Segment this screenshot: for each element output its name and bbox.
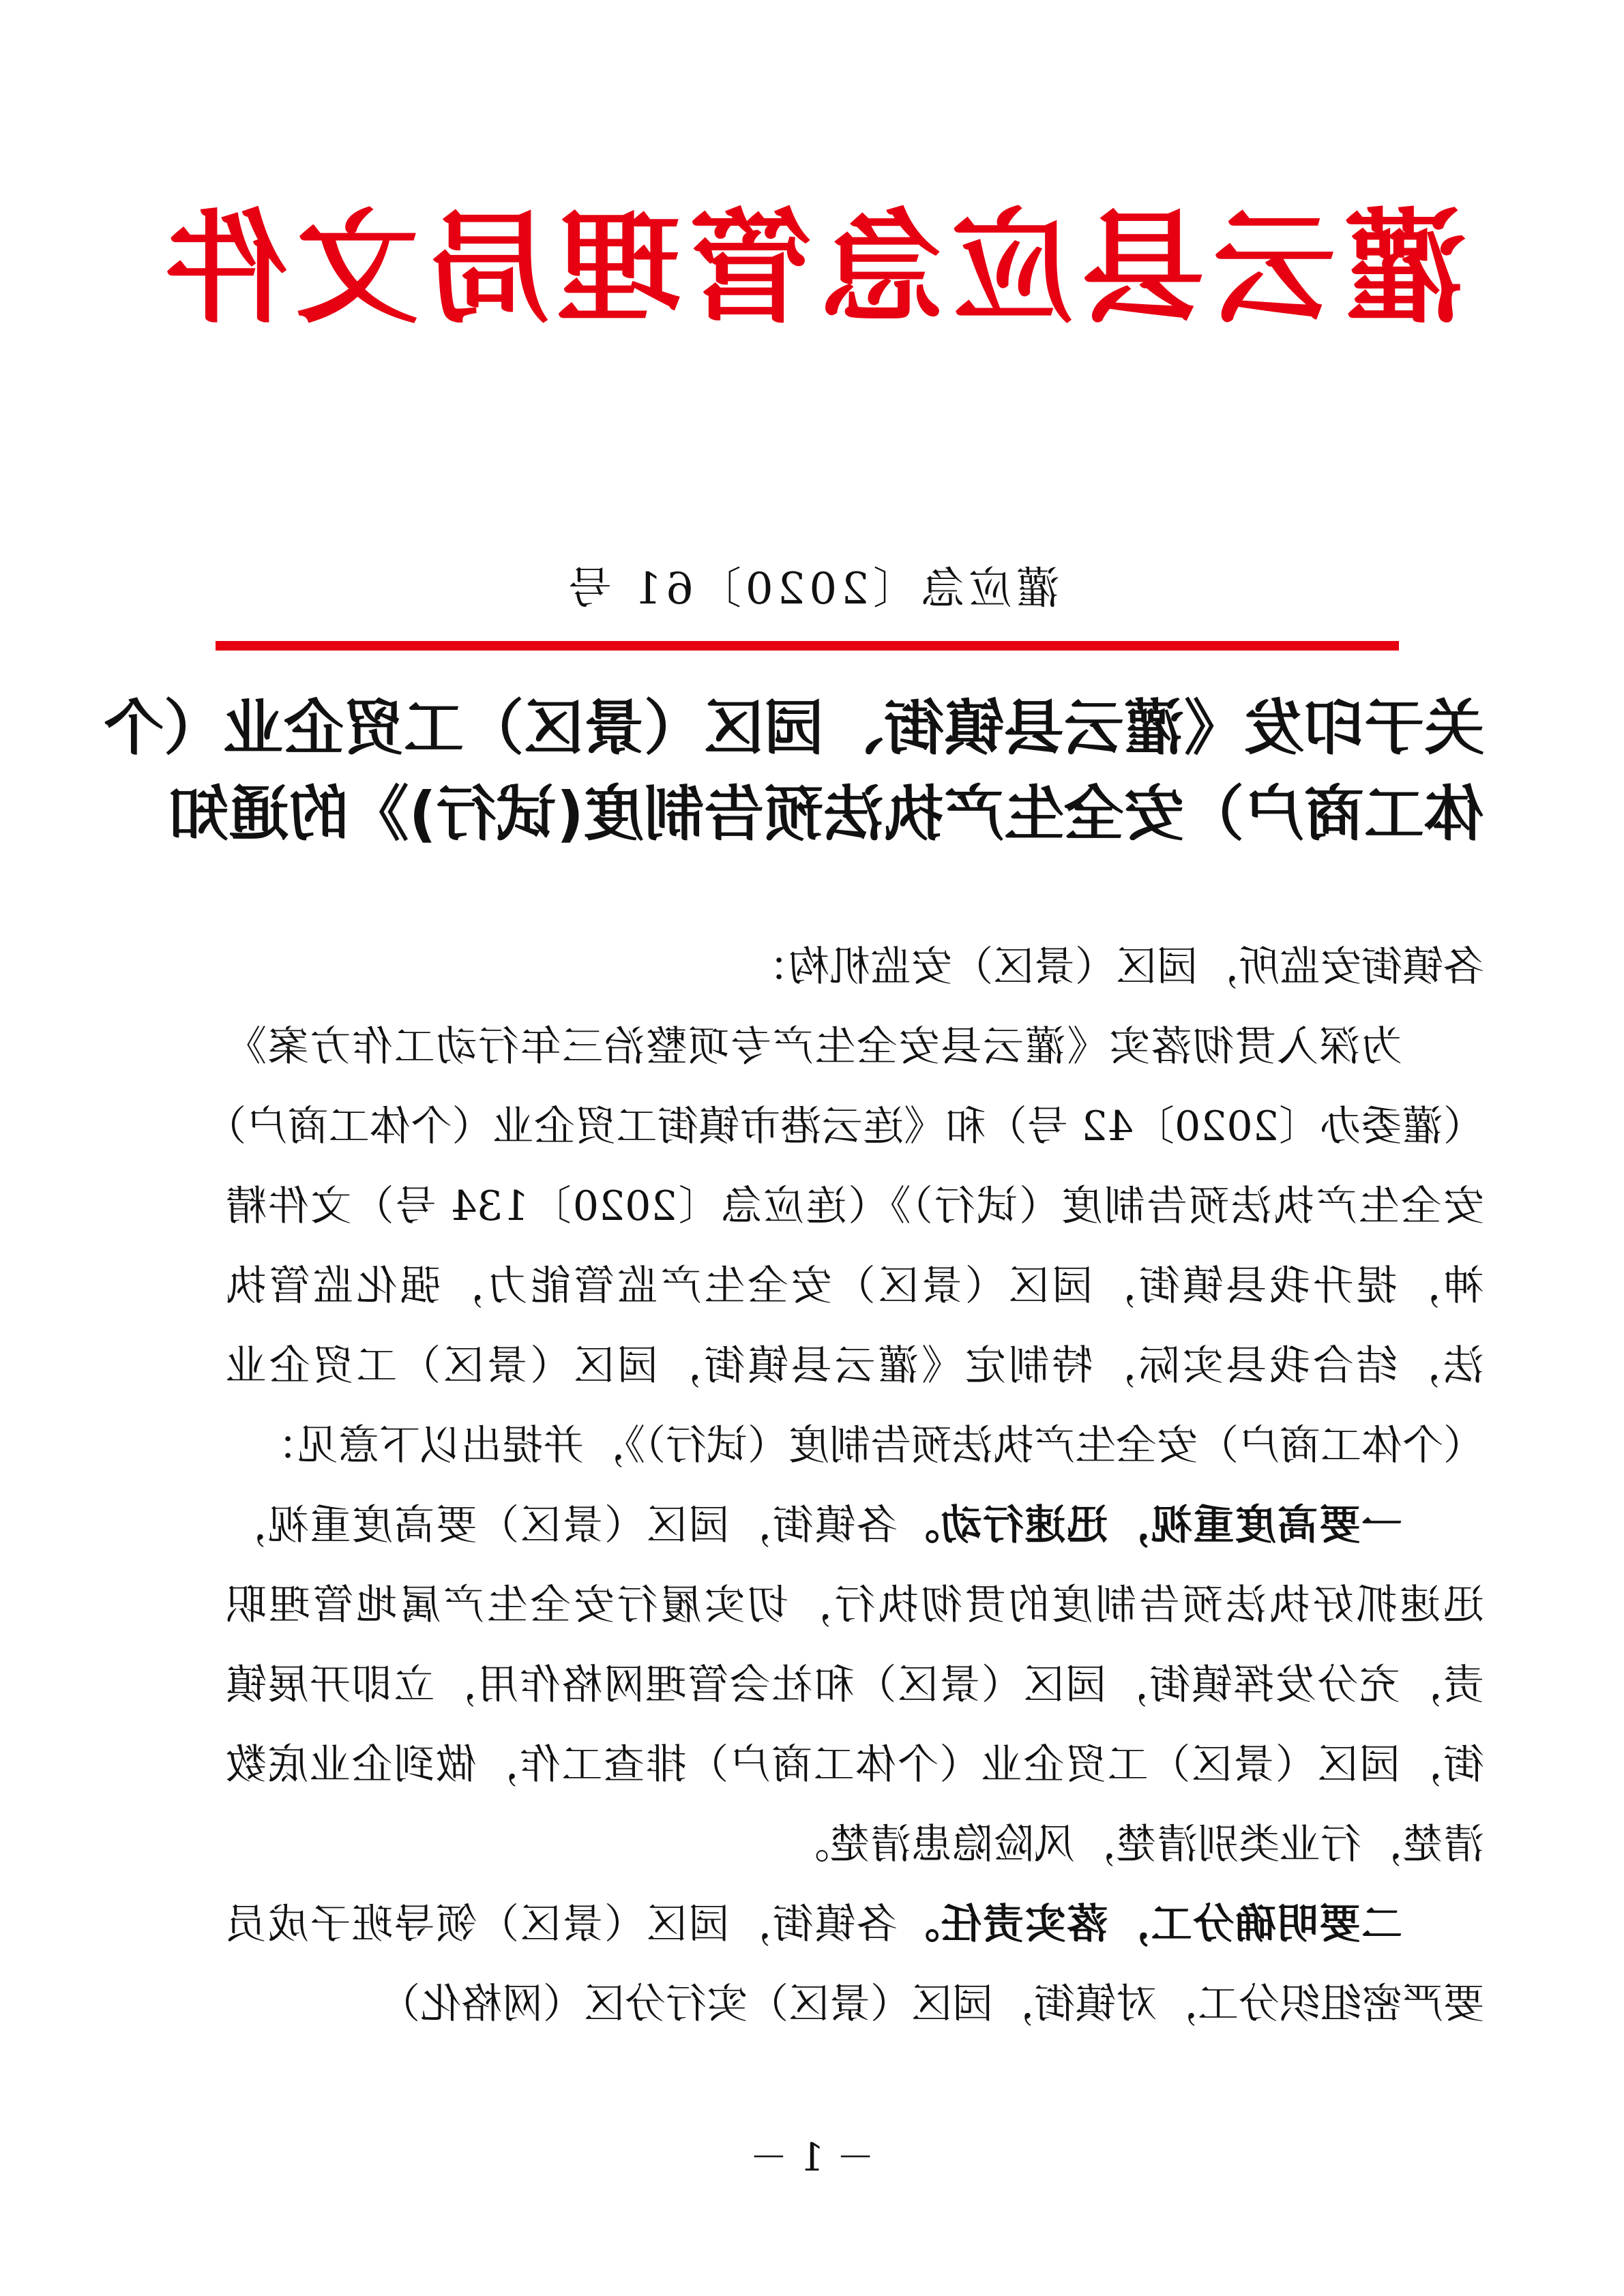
page-number: － 1 － xyxy=(749,2136,875,2180)
notice-title xyxy=(103,685,1484,857)
red-separator-line xyxy=(216,641,1399,651)
notice-body xyxy=(226,927,1484,2044)
point-2-text: 各镇街，园区（景区）领导班子成员要严密组织分工，对镇街，园区（景区）实行分区（网格化） xyxy=(226,1900,1484,2028)
point-1-paragraph xyxy=(226,1486,1484,1885)
notice-title-line-2: 体工商户）安全生产执法预告制度(试行)》的通知 xyxy=(168,779,1484,849)
point-2-paragraph xyxy=(226,1885,1484,2044)
intro-paragraph: 为深入贯彻落实《灌云县安全生产专项整治三年行动工作方案》（灌委办〔2020〕42 号）和《连云港市镇街工贸企业（个体工商户）安全生产执法预告制度（试行）》（连应急〔2020〕134 号）文件精神，提升我县镇街，园区（景区）安全生产监管能力，强化监管执法，结合我县实际，特制定《灌云县镇街，园区（景区）工贸企业（个体工商户）安全生产执法预告制度（试行）》，并提出以下意见： xyxy=(226,1023,1484,1470)
agency-header-title: 灌云县应急管理局文件 xyxy=(157,196,1467,340)
point-1-text: 各镇街，园区（景区）要高度重视，迅速抓好执法预告制度的贯彻执行，切实履行安全生产属地管理职责，充分发挥镇街，园区（景区）和社会管理网格作用，立即开展镇街，园区（景区）工贸企业（个体工商户）排查工作，做到企业底数清楚，行业类别清楚，风险隐患清楚。 xyxy=(226,1502,1484,1868)
document-number: 灌应急〔2020〕61 号 xyxy=(564,564,1060,614)
point-2-lead: 二要明确分工，落实责任。 xyxy=(898,1900,1402,1948)
notice-title-line-1: 关于印发《灌云县镇街、园区（景区）工贸企业（个 xyxy=(103,693,1484,763)
point-1-lead: 一要高度重视，迅速行动。 xyxy=(898,1502,1402,1549)
salutation: 各镇街安监所，园区（景区）安监机构： xyxy=(748,943,1484,991)
